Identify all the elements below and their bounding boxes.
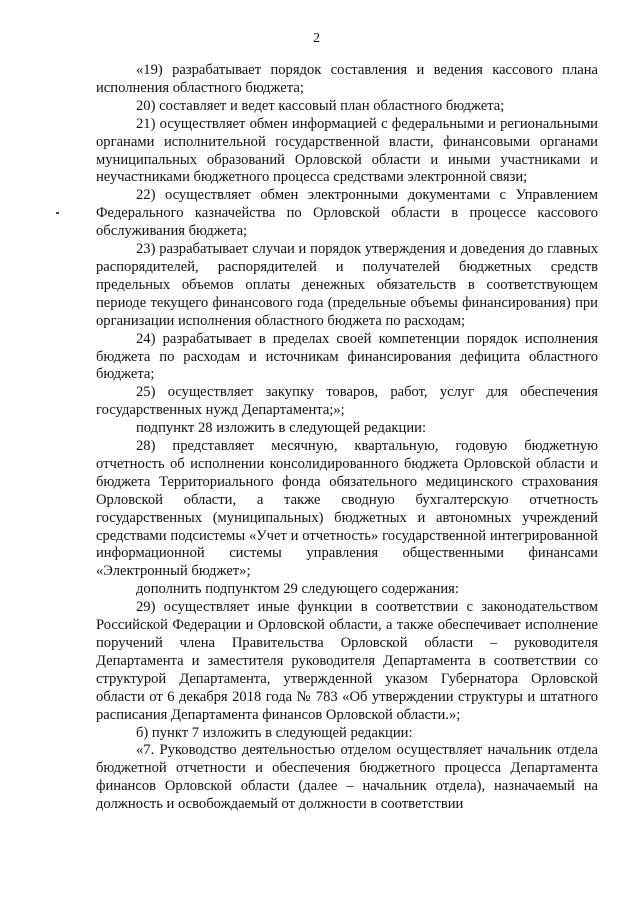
paragraph-item-20: 20) составляет и ведет кассовый план областного бюджета; — [136, 97, 505, 114]
paragraph-item-23: 23) разрабатывает случаи и порядок утверждения и доведения до главных распорядителей, распорядителей и получателей бюджетных средств предельных объемов оплаты денежных обязательств в соответствующем периоде текущего финансового года (предельные объемы финансирования) при организации исполнения областного бюджета по расходам; — [96, 241, 598, 329]
paragraph-item-28: 28) представляет месячную, квартальную, годовую бюджетную отчетность об исполнении консолидированного бюджета Орловской области и бюджета Территориального фонда обязательного медицинского страхования Орловской области, а также сводную бухгалтерскую отчетность государственных (муниципальных) бюджетных и автономных учреждений средствами подсистемы «Учет и отчетность» государственной интегрированной информационной системы управления общественными финансами «Электронный бюджет»; — [96, 438, 598, 580]
paragraph-item-22: 22) осуществляет обмен электронными документами с Управлением Федерального казначейства по Орловской области в процессе кассового обслуживания бюджета; — [96, 187, 598, 240]
paragraph-point-7: «7. Руководство деятельностью отделом осуществляет начальник отдела бюджетной отчетности и обеспечения бюджетного процесса Департамента финансов Орловской области (далее – начальник отдела), назначаемый на должность и освобождаемый от должности в соответствии — [96, 742, 598, 813]
paragraph-item-19: «19) разрабатывает порядок составления и ведения кассового плана исполнения областного бюджета; — [96, 62, 598, 96]
paragraph-item-24: 24) разрабатывает в пределах своей компетенции порядок исполнения бюджета по расходам и источникам финансирования дефицита областного бюджета; — [96, 330, 598, 383]
paragraph-instruction-29: дополнить подпунктом 29 следующего содержания: — [136, 581, 459, 598]
paragraph-instruction-point-7: б) пункт 7 изложить в следующей редакции: — [136, 724, 413, 741]
margin-mark — [56, 212, 59, 214]
page-number: 2 — [313, 31, 320, 46]
paragraph-item-25: 25) осуществляет закупку товаров, работ, услуг для обеспечения государственных нужд Департамента;»; — [96, 384, 598, 419]
document-body — [96, 62, 598, 814]
paragraph-instruction-28: подпункт 28 изложить в следующей редакции: — [136, 420, 427, 437]
paragraph-item-29: 29) осуществляет иные функции в соответствии с законодательством Российской Федерации и Орловской области, а также обеспечивает исполнение поручений члена Правительства Орловской области – руководителя Департамента и заместителя руководителя Департамента в соответствии со структурой Департамента, утвержденной указом Губернатора Орловской области от 6 декабря 2018 года № 783 «Об утверждении структуры и штатного расписания Департамента финансов Орловской области.»; — [96, 599, 598, 723]
paragraph-item-21: 21) осуществляет обмен информацией с федеральными и региональными органами исполнительной государственной власти, финансовыми органами муниципальных образований Орловской области и иными участниками и неучастниками бюджетного процесса средствами электронной связи; — [96, 115, 598, 186]
